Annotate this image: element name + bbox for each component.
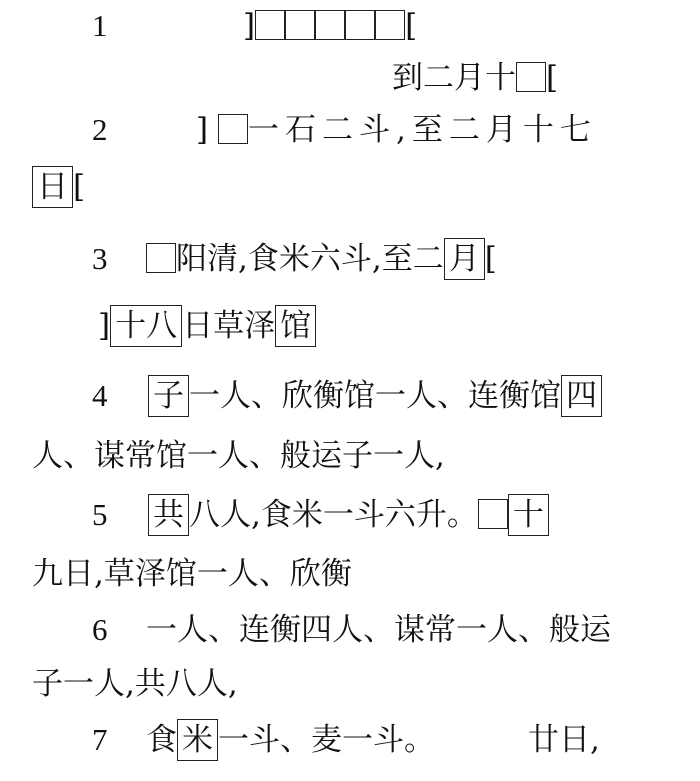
text-segment — [148, 489, 549, 541]
missing-char-box — [345, 10, 375, 40]
bracket-mark: [ — [546, 60, 559, 96]
text-run: 一斗、麦一斗。 — [218, 722, 435, 758]
text-run: 廿日, — [528, 722, 600, 758]
missing-char-box — [285, 10, 315, 40]
text-run: 阳清,食米六斗,至二 — [176, 241, 444, 277]
text-run: 一人、连衡四人、谋常一人、般运 — [146, 612, 611, 648]
text-line-2-cont — [0, 161, 700, 213]
bracket-mark: ] — [243, 8, 256, 44]
line-number: 7 — [92, 722, 108, 757]
boxed-chars: 十八 — [110, 305, 182, 347]
text-line-4 — [0, 370, 700, 422]
text-line-2 — [0, 104, 700, 156]
text-segment — [148, 370, 602, 422]
line-number: 3 — [92, 241, 108, 276]
text-segment — [146, 233, 497, 285]
line-number: 1 — [92, 8, 108, 43]
missing-char-box — [255, 10, 285, 40]
text-line-6 — [0, 604, 700, 656]
missing-char-box — [315, 10, 345, 40]
boxed-char: 十 — [508, 494, 549, 536]
line-number: 5 — [92, 497, 108, 532]
boxed-char: 四 — [561, 375, 602, 417]
text-run: 人、谋常馆一人、般运子一人, — [32, 438, 445, 474]
line-number: 6 — [92, 612, 108, 647]
boxed-char: 日 — [32, 166, 73, 208]
line-number: 4 — [92, 378, 108, 413]
text-run: 九日,草泽馆一人、欣衡 — [32, 556, 352, 592]
text-line-7 — [0, 714, 700, 766]
text-segment — [32, 658, 238, 710]
missing-char-box — [146, 243, 176, 273]
boxed-char: 子 — [148, 375, 189, 417]
text-line-3-cont — [0, 300, 700, 352]
text-line-3 — [0, 233, 700, 285]
boxed-char: 月 — [444, 238, 485, 280]
text-run: 食 — [146, 722, 177, 758]
text-run: 到二月十 — [392, 60, 516, 96]
text-line-5-cont — [0, 548, 700, 600]
missing-char-box — [478, 499, 508, 529]
text-run: 日草泽 — [182, 308, 276, 344]
bracket-mark: [ — [405, 8, 418, 44]
text-line-1 — [0, 0, 700, 52]
bracket-mark: ] — [196, 112, 209, 148]
missing-char-box — [375, 10, 405, 40]
text-line-5 — [0, 489, 700, 541]
text-segment — [196, 104, 597, 156]
bracket-mark: ] — [98, 308, 111, 344]
text-segment — [392, 52, 558, 104]
text-run: 八人,食米一斗六升。 — [189, 497, 478, 533]
boxed-char: 馆 — [275, 305, 316, 347]
bracket-mark: [ — [484, 241, 497, 277]
text-segment — [32, 430, 445, 482]
text-segment — [98, 300, 316, 352]
text-segment — [243, 0, 417, 52]
missing-char-box — [218, 114, 248, 144]
text-line-1-cont — [0, 52, 700, 104]
text-line-4-cont — [0, 430, 700, 482]
line-number: 2 — [92, 112, 108, 147]
text-line-6-cont — [0, 658, 700, 710]
text-segment — [32, 548, 352, 600]
text-segment — [146, 604, 611, 656]
bracket-mark: [ — [73, 169, 86, 205]
text-run: 子一人,共八人, — [32, 666, 238, 702]
missing-char-box — [516, 62, 546, 92]
text-run: 一石二斗,至二月十七 — [247, 112, 597, 148]
text-segment — [146, 714, 435, 766]
boxed-char: 共 — [148, 494, 189, 536]
text-run: 一人、欣衡馆一人、连衡馆 — [189, 378, 561, 414]
text-segment — [32, 161, 85, 213]
boxed-char: 米 — [177, 719, 218, 761]
text-segment — [528, 714, 600, 766]
